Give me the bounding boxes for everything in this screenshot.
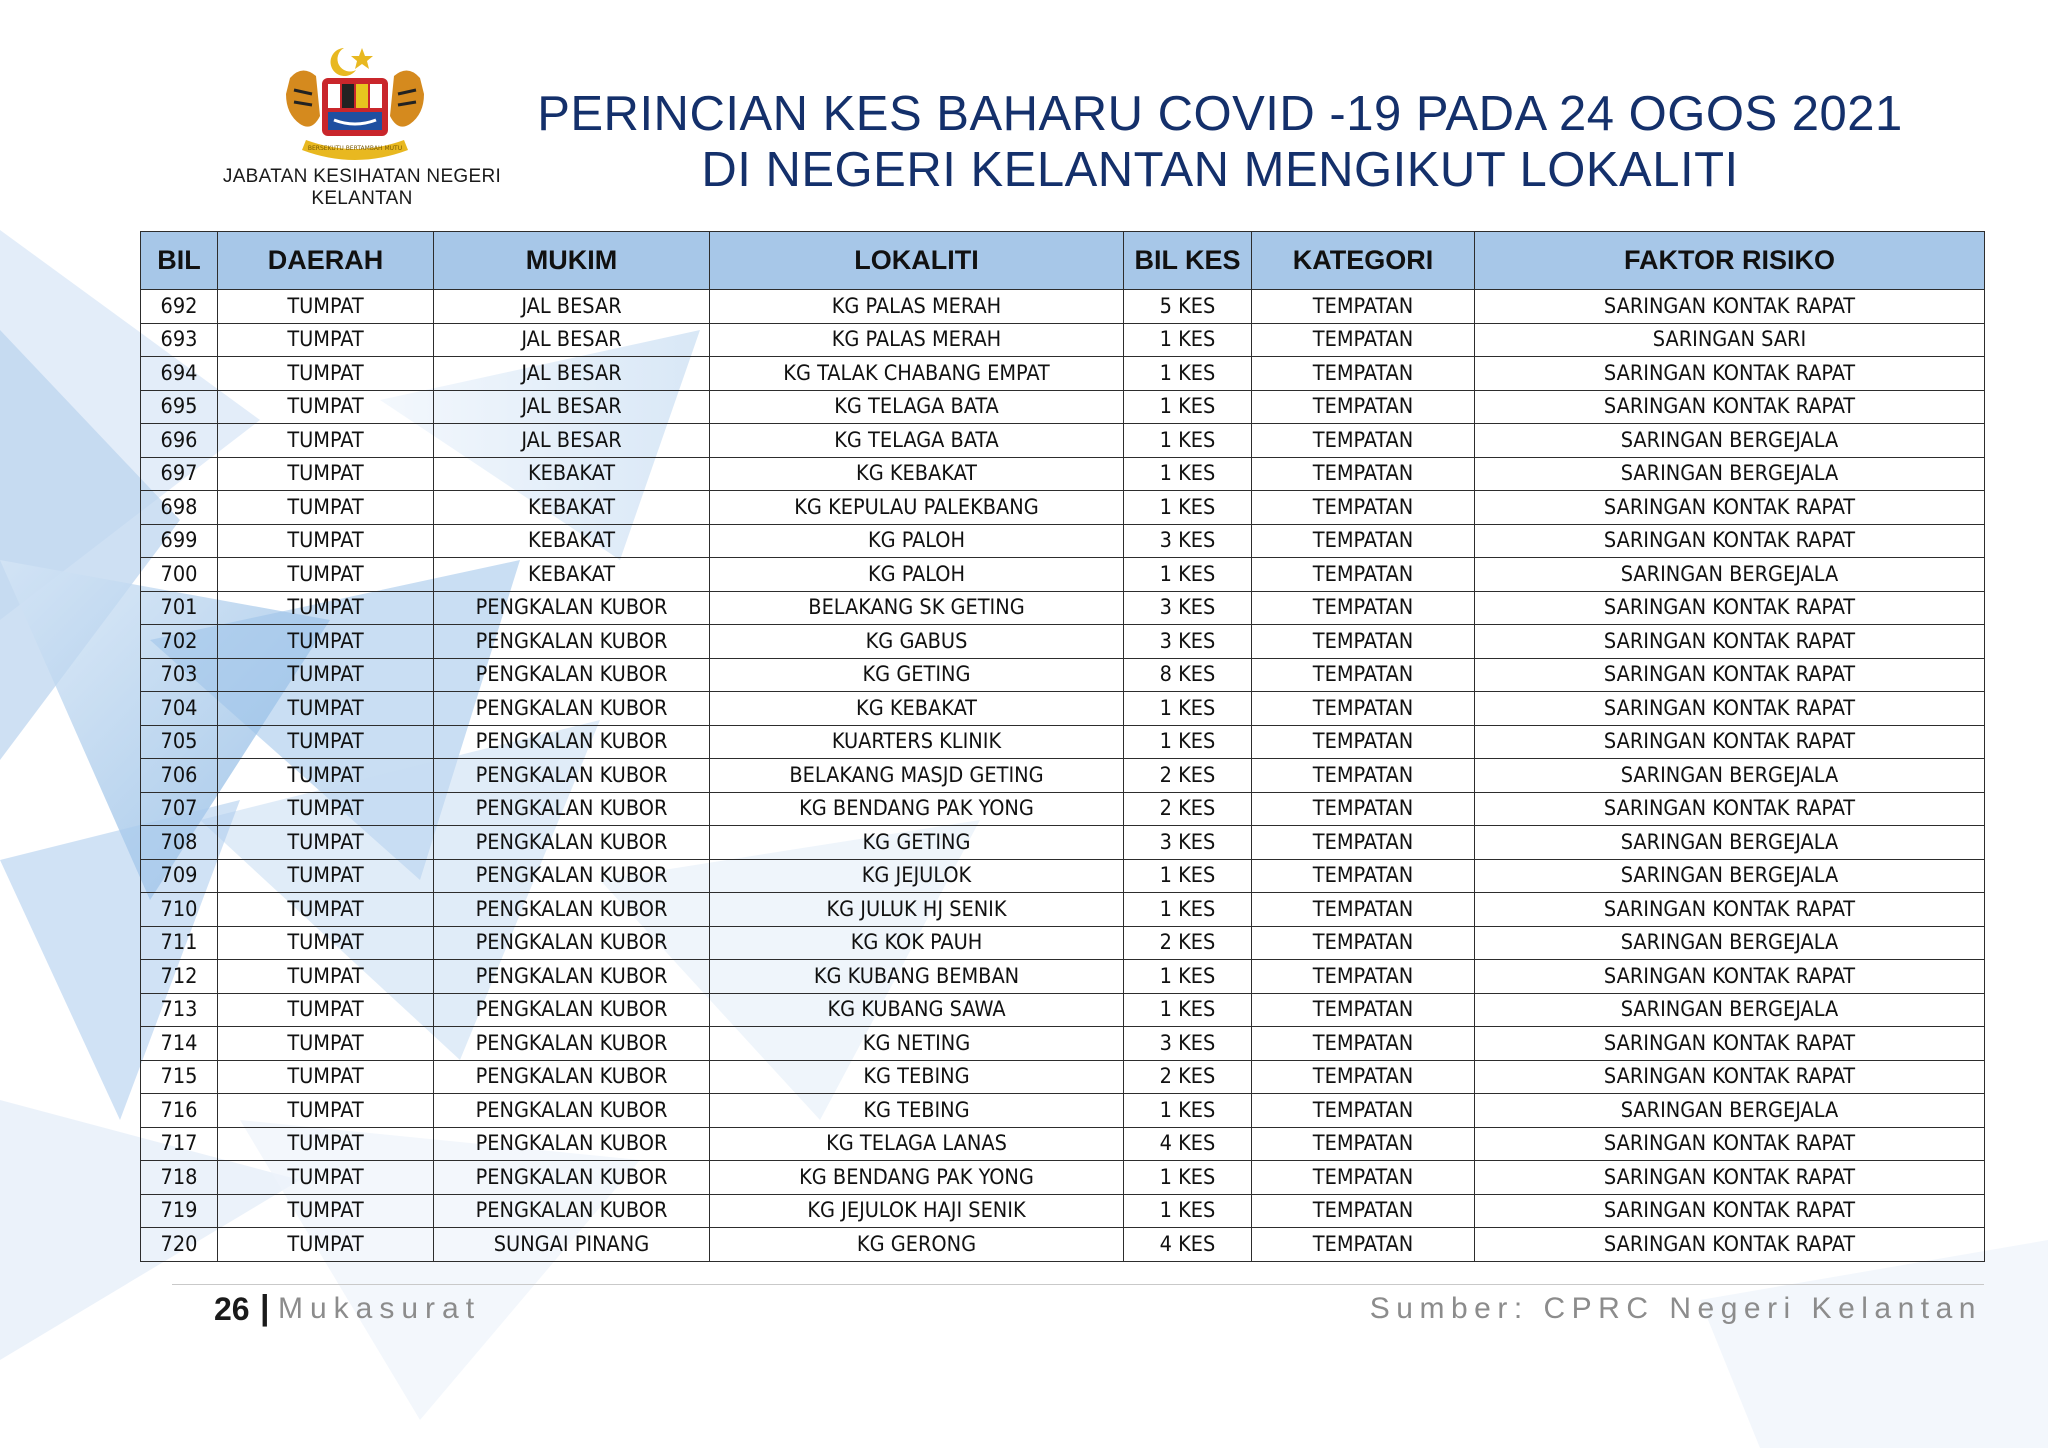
coat-of-arms-icon <box>270 40 440 165</box>
cell-daerah: TUMPAT <box>218 1060 434 1094</box>
cell-faktor-risiko: SARINGAN KONTAK RAPAT <box>1475 1127 1985 1161</box>
cell-kategori: TEMPATAN <box>1252 323 1475 357</box>
cell-faktor-risiko: SARINGAN KONTAK RAPAT <box>1475 792 1985 826</box>
table-row <box>141 491 1985 525</box>
cell-kategori: TEMPATAN <box>1252 960 1475 994</box>
cell-faktor-risiko: SARINGAN BERGEJALA <box>1475 826 1985 860</box>
cell-kategori: TEMPATAN <box>1252 1027 1475 1061</box>
cell-mukim: PENGKALAN KUBOR <box>434 926 710 960</box>
table-row <box>141 926 1985 960</box>
footer-divider <box>172 1284 1984 1285</box>
cell-faktor-risiko: SARINGAN KONTAK RAPAT <box>1475 960 1985 994</box>
cell-daerah: TUMPAT <box>218 1194 434 1228</box>
cell-kategori: TEMPATAN <box>1252 1161 1475 1195</box>
cell-faktor-risiko: SARINGAN KONTAK RAPAT <box>1475 491 1985 525</box>
cell-lokaliti: KG BENDANG PAK YONG <box>710 792 1124 826</box>
cell-bil: 708 <box>141 826 218 860</box>
cell-bil-kes: 1 KES <box>1124 960 1252 994</box>
cell-lokaliti: KG GETING <box>710 658 1124 692</box>
cell-kategori: TEMPATAN <box>1252 625 1475 659</box>
cell-faktor-risiko: SARINGAN BERGEJALA <box>1475 993 1985 1027</box>
cell-kategori: TEMPATAN <box>1252 1194 1475 1228</box>
cell-lokaliti: BELAKANG MASJD GETING <box>710 759 1124 793</box>
cell-faktor-risiko: SARINGAN KONTAK RAPAT <box>1475 1228 1985 1262</box>
cell-bil-kes: 1 KES <box>1124 725 1252 759</box>
page-separator: | <box>260 1289 270 1327</box>
cell-kategori: TEMPATAN <box>1252 491 1475 525</box>
cell-kategori: TEMPATAN <box>1252 290 1475 324</box>
cell-bil: 710 <box>141 893 218 927</box>
cell-daerah: TUMPAT <box>218 1094 434 1128</box>
cell-faktor-risiko: SARINGAN KONTAK RAPAT <box>1475 893 1985 927</box>
cell-kategori: TEMPATAN <box>1252 1127 1475 1161</box>
cell-bil-kes: 8 KES <box>1124 658 1252 692</box>
title-line-2: DI NEGERI KELANTAN MENGIKUT LOKALITI <box>701 143 1739 197</box>
cell-lokaliti: KG TELAGA BATA <box>710 390 1124 424</box>
cell-bil-kes: 1 KES <box>1124 323 1252 357</box>
cell-lokaliti: KG PALOH <box>710 558 1124 592</box>
cell-mukim: JAL BESAR <box>434 390 710 424</box>
cell-daerah: TUMPAT <box>218 926 434 960</box>
cell-daerah: TUMPAT <box>218 859 434 893</box>
cell-faktor-risiko: SARINGAN KONTAK RAPAT <box>1475 658 1985 692</box>
cell-kategori: TEMPATAN <box>1252 893 1475 927</box>
cell-bil: 700 <box>141 558 218 592</box>
cell-daerah: TUMPAT <box>218 725 434 759</box>
cell-bil-kes: 4 KES <box>1124 1127 1252 1161</box>
cell-bil: 716 <box>141 1094 218 1128</box>
cell-daerah: TUMPAT <box>218 1127 434 1161</box>
cell-faktor-risiko: SARINGAN BERGEJALA <box>1475 424 1985 458</box>
cell-daerah: TUMPAT <box>218 893 434 927</box>
table-header-row <box>141 232 1985 290</box>
cell-bil: 693 <box>141 323 218 357</box>
cell-kategori: TEMPATAN <box>1252 692 1475 726</box>
cell-daerah: TUMPAT <box>218 993 434 1027</box>
table-row <box>141 1228 1985 1262</box>
svg-text:BERSEKUTU BERTAMBAH MUTU: BERSEKUTU BERTAMBAH MUTU <box>307 145 403 152</box>
cell-mukim: PENGKALAN KUBOR <box>434 1194 710 1228</box>
cell-bil: 702 <box>141 625 218 659</box>
cell-daerah: TUMPAT <box>218 457 434 491</box>
cell-daerah: TUMPAT <box>218 524 434 558</box>
cell-kategori: TEMPATAN <box>1252 390 1475 424</box>
cell-bil-kes: 3 KES <box>1124 591 1252 625</box>
column-header-mukim: MUKIM <box>434 232 710 290</box>
table-row <box>141 357 1985 391</box>
cell-bil-kes: 1 KES <box>1124 457 1252 491</box>
table-row <box>141 323 1985 357</box>
cell-kategori: TEMPATAN <box>1252 424 1475 458</box>
cell-daerah: TUMPAT <box>218 759 434 793</box>
cell-lokaliti: KG KUBANG BEMBAN <box>710 960 1124 994</box>
table-row <box>141 725 1985 759</box>
cell-bil: 705 <box>141 725 218 759</box>
cell-lokaliti: KG JEJULOK <box>710 859 1124 893</box>
table-row <box>141 290 1985 324</box>
cell-daerah: TUMPAT <box>218 558 434 592</box>
cell-daerah: TUMPAT <box>218 826 434 860</box>
cell-mukim: PENGKALAN KUBOR <box>434 1161 710 1195</box>
table-row <box>141 558 1985 592</box>
table-row <box>141 859 1985 893</box>
cell-mukim: KEBAKAT <box>434 558 710 592</box>
cell-lokaliti: KG KEBAKAT <box>710 692 1124 726</box>
cases-table-container <box>140 231 1984 1262</box>
cell-lokaliti: KG KEBAKAT <box>710 457 1124 491</box>
table-body <box>141 290 1985 1262</box>
cell-kategori: TEMPATAN <box>1252 591 1475 625</box>
table-row <box>141 1094 1985 1128</box>
cell-lokaliti: KUARTERS KLINIK <box>710 725 1124 759</box>
cell-kategori: TEMPATAN <box>1252 826 1475 860</box>
cell-mukim: KEBAKAT <box>434 457 710 491</box>
cell-bil-kes: 2 KES <box>1124 1060 1252 1094</box>
cell-bil-kes: 3 KES <box>1124 826 1252 860</box>
cell-daerah: TUMPAT <box>218 1161 434 1195</box>
table-row <box>141 893 1985 927</box>
cell-daerah: TUMPAT <box>218 323 434 357</box>
cell-faktor-risiko: SARINGAN KONTAK RAPAT <box>1475 725 1985 759</box>
cell-bil-kes: 1 KES <box>1124 424 1252 458</box>
cell-faktor-risiko: SARINGAN KONTAK RAPAT <box>1475 1060 1985 1094</box>
cell-daerah: TUMPAT <box>218 792 434 826</box>
cell-mukim: KEBAKAT <box>434 491 710 525</box>
cell-bil-kes: 1 KES <box>1124 1194 1252 1228</box>
cell-lokaliti: BELAKANG SK GETING <box>710 591 1124 625</box>
cell-lokaliti: KG GABUS <box>710 625 1124 659</box>
page-number: 26 <box>214 1291 250 1327</box>
cell-daerah: TUMPAT <box>218 625 434 659</box>
table-row <box>141 792 1985 826</box>
cell-bil: 714 <box>141 1027 218 1061</box>
cell-kategori: TEMPATAN <box>1252 457 1475 491</box>
table-row <box>141 960 1985 994</box>
cell-faktor-risiko: SARINGAN KONTAK RAPAT <box>1475 357 1985 391</box>
column-header-faktor-risiko: FAKTOR RISIKO <box>1475 232 1985 290</box>
column-header-bil-kes: BIL KES <box>1124 232 1252 290</box>
source-credit: Sumber: CPRC Negeri Kelantan <box>1369 1292 1982 1325</box>
cell-faktor-risiko: SARINGAN KONTAK RAPAT <box>1475 692 1985 726</box>
cell-bil: 709 <box>141 859 218 893</box>
column-header-lokaliti: LOKALITI <box>710 232 1124 290</box>
cell-mukim: PENGKALAN KUBOR <box>434 759 710 793</box>
cell-mukim: SUNGAI PINANG <box>434 1228 710 1262</box>
column-header-daerah: DAERAH <box>218 232 434 290</box>
cell-bil: 706 <box>141 759 218 793</box>
cell-mukim: JAL BESAR <box>434 290 710 324</box>
cell-mukim: PENGKALAN KUBOR <box>434 725 710 759</box>
cell-daerah: TUMPAT <box>218 1027 434 1061</box>
cell-bil-kes: 1 KES <box>1124 1161 1252 1195</box>
cell-kategori: TEMPATAN <box>1252 725 1475 759</box>
cell-bil-kes: 3 KES <box>1124 524 1252 558</box>
cell-lokaliti: KG TELAGA LANAS <box>710 1127 1124 1161</box>
cell-lokaliti: KG BENDANG PAK YONG <box>710 1161 1124 1195</box>
table-row <box>141 625 1985 659</box>
cell-bil: 713 <box>141 993 218 1027</box>
table-row <box>141 1060 1985 1094</box>
cell-faktor-risiko: SARINGAN BERGEJALA <box>1475 926 1985 960</box>
cell-faktor-risiko: SARINGAN KONTAK RAPAT <box>1475 625 1985 659</box>
cell-mukim: JAL BESAR <box>434 424 710 458</box>
cell-mukim: PENGKALAN KUBOR <box>434 658 710 692</box>
cell-lokaliti: KG TEBING <box>710 1060 1124 1094</box>
cell-kategori: TEMPATAN <box>1252 993 1475 1027</box>
cell-daerah: TUMPAT <box>218 960 434 994</box>
cell-mukim: PENGKALAN KUBOR <box>434 893 710 927</box>
cell-mukim: PENGKALAN KUBOR <box>434 993 710 1027</box>
cell-lokaliti: KG KUBANG SAWA <box>710 993 1124 1027</box>
cell-bil: 711 <box>141 926 218 960</box>
cell-bil-kes: 1 KES <box>1124 357 1252 391</box>
cell-bil: 712 <box>141 960 218 994</box>
cell-lokaliti: KG NETING <box>710 1027 1124 1061</box>
cell-lokaliti: KG PALAS MERAH <box>710 323 1124 357</box>
cell-lokaliti: KG PALOH <box>710 524 1124 558</box>
column-header-bil: BIL <box>141 232 218 290</box>
table-row <box>141 826 1985 860</box>
cell-lokaliti: KG GERONG <box>710 1228 1124 1262</box>
cell-lokaliti: KG KEPULAU PALEKBANG <box>710 491 1124 525</box>
cell-bil: 719 <box>141 1194 218 1228</box>
cell-bil: 697 <box>141 457 218 491</box>
cell-lokaliti: KG PALAS MERAH <box>710 290 1124 324</box>
column-header-kategori: KATEGORI <box>1252 232 1475 290</box>
table-row <box>141 993 1985 1027</box>
cell-bil: 704 <box>141 692 218 726</box>
cell-bil: 692 <box>141 290 218 324</box>
cell-bil: 694 <box>141 357 218 391</box>
cell-kategori: TEMPATAN <box>1252 524 1475 558</box>
cell-kategori: TEMPATAN <box>1252 1094 1475 1128</box>
cell-bil-kes: 1 KES <box>1124 893 1252 927</box>
cell-daerah: TUMPAT <box>218 491 434 525</box>
cell-bil: 698 <box>141 491 218 525</box>
cell-bil: 701 <box>141 591 218 625</box>
cell-faktor-risiko: SARINGAN KONTAK RAPAT <box>1475 591 1985 625</box>
page-word: Mukasurat <box>278 1292 482 1325</box>
cell-bil-kes: 1 KES <box>1124 558 1252 592</box>
cell-lokaliti: KG KOK PAUH <box>710 926 1124 960</box>
page-title <box>520 86 1920 198</box>
cell-daerah: TUMPAT <box>218 390 434 424</box>
cell-daerah: TUMPAT <box>218 424 434 458</box>
table-row <box>141 591 1985 625</box>
cell-faktor-risiko: SARINGAN KONTAK RAPAT <box>1475 524 1985 558</box>
cell-bil-kes: 1 KES <box>1124 1094 1252 1128</box>
cell-mukim: PENGKALAN KUBOR <box>434 591 710 625</box>
table-row <box>141 1027 1985 1061</box>
cell-kategori: TEMPATAN <box>1252 558 1475 592</box>
cell-bil-kes: 4 KES <box>1124 1228 1252 1262</box>
table-row <box>141 759 1985 793</box>
cell-kategori: TEMPATAN <box>1252 859 1475 893</box>
cell-mukim: PENGKALAN KUBOR <box>434 826 710 860</box>
cell-faktor-risiko: SARINGAN BERGEJALA <box>1475 457 1985 491</box>
agency-name: JABATAN KESIHATAN NEGERI KELANTAN <box>222 166 502 209</box>
cell-bil-kes: 1 KES <box>1124 390 1252 424</box>
cell-daerah: TUMPAT <box>218 1228 434 1262</box>
cell-mukim: PENGKALAN KUBOR <box>434 692 710 726</box>
table-row <box>141 524 1985 558</box>
cases-table <box>140 231 1985 1262</box>
cell-mukim: PENGKALAN KUBOR <box>434 1027 710 1061</box>
cell-mukim: PENGKALAN KUBOR <box>434 1094 710 1128</box>
cell-bil: 696 <box>141 424 218 458</box>
cell-bil: 703 <box>141 658 218 692</box>
cell-faktor-risiko: SARINGAN KONTAK RAPAT <box>1475 290 1985 324</box>
cell-bil: 720 <box>141 1228 218 1262</box>
cell-bil: 715 <box>141 1060 218 1094</box>
cell-faktor-risiko: SARINGAN BERGEJALA <box>1475 1094 1985 1128</box>
table-row <box>141 692 1985 726</box>
cell-lokaliti: KG TEBING <box>710 1094 1124 1128</box>
cell-faktor-risiko: SARINGAN KONTAK RAPAT <box>1475 390 1985 424</box>
cell-mukim: PENGKALAN KUBOR <box>434 1127 710 1161</box>
cell-faktor-risiko: SARINGAN BERGEJALA <box>1475 558 1985 592</box>
cell-kategori: TEMPATAN <box>1252 792 1475 826</box>
table-row <box>141 424 1985 458</box>
cell-bil-kes: 3 KES <box>1124 1027 1252 1061</box>
table-row <box>141 1194 1985 1228</box>
cell-daerah: TUMPAT <box>218 357 434 391</box>
cell-bil: 699 <box>141 524 218 558</box>
cell-mukim: PENGKALAN KUBOR <box>434 1060 710 1094</box>
cell-bil-kes: 3 KES <box>1124 625 1252 659</box>
table-row <box>141 1127 1985 1161</box>
cell-mukim: PENGKALAN KUBOR <box>434 792 710 826</box>
cell-bil-kes: 1 KES <box>1124 692 1252 726</box>
cell-lokaliti: KG TELAGA BATA <box>710 424 1124 458</box>
cell-lokaliti: KG JULUK HJ SENIK <box>710 893 1124 927</box>
cell-faktor-risiko: SARINGAN KONTAK RAPAT <box>1475 1027 1985 1061</box>
cell-kategori: TEMPATAN <box>1252 658 1475 692</box>
cell-lokaliti: KG JEJULOK HAJI SENIK <box>710 1194 1124 1228</box>
cell-mukim: JAL BESAR <box>434 323 710 357</box>
cell-kategori: TEMPATAN <box>1252 357 1475 391</box>
cell-bil-kes: 1 KES <box>1124 491 1252 525</box>
cell-daerah: TUMPAT <box>218 692 434 726</box>
cell-mukim: PENGKALAN KUBOR <box>434 625 710 659</box>
cell-bil-kes: 2 KES <box>1124 792 1252 826</box>
table-row <box>141 457 1985 491</box>
cell-faktor-risiko: SARINGAN KONTAK RAPAT <box>1475 1161 1985 1195</box>
cell-faktor-risiko: SARINGAN BERGEJALA <box>1475 859 1985 893</box>
table-row <box>141 658 1985 692</box>
title-line-1: PERINCIAN KES BAHARU COVID -19 PADA 24 OGOS 2021 <box>537 87 1903 141</box>
cell-daerah: TUMPAT <box>218 658 434 692</box>
cell-kategori: TEMPATAN <box>1252 759 1475 793</box>
cell-bil-kes: 5 KES <box>1124 290 1252 324</box>
cell-kategori: TEMPATAN <box>1252 1060 1475 1094</box>
cell-bil: 717 <box>141 1127 218 1161</box>
cell-faktor-risiko: SARINGAN BERGEJALA <box>1475 759 1985 793</box>
cell-mukim: KEBAKAT <box>434 524 710 558</box>
cell-kategori: TEMPATAN <box>1252 1228 1475 1262</box>
cell-daerah: TUMPAT <box>218 591 434 625</box>
cell-mukim: JAL BESAR <box>434 357 710 391</box>
cell-bil-kes: 2 KES <box>1124 926 1252 960</box>
cell-bil: 707 <box>141 792 218 826</box>
table-row <box>141 1161 1985 1195</box>
cell-faktor-risiko: SARINGAN KONTAK RAPAT <box>1475 1194 1985 1228</box>
cell-bil-kes: 1 KES <box>1124 859 1252 893</box>
cell-daerah: TUMPAT <box>218 290 434 324</box>
cell-mukim: PENGKALAN KUBOR <box>434 859 710 893</box>
cell-bil-kes: 2 KES <box>1124 759 1252 793</box>
cell-kategori: TEMPATAN <box>1252 926 1475 960</box>
cell-mukim: PENGKALAN KUBOR <box>434 960 710 994</box>
cell-lokaliti: KG GETING <box>710 826 1124 860</box>
cell-faktor-risiko: SARINGAN SARI <box>1475 323 1985 357</box>
table-row <box>141 390 1985 424</box>
cell-bil-kes: 1 KES <box>1124 993 1252 1027</box>
cell-bil: 695 <box>141 390 218 424</box>
cell-bil: 718 <box>141 1161 218 1195</box>
cell-lokaliti: KG TALAK CHABANG EMPAT <box>710 357 1124 391</box>
